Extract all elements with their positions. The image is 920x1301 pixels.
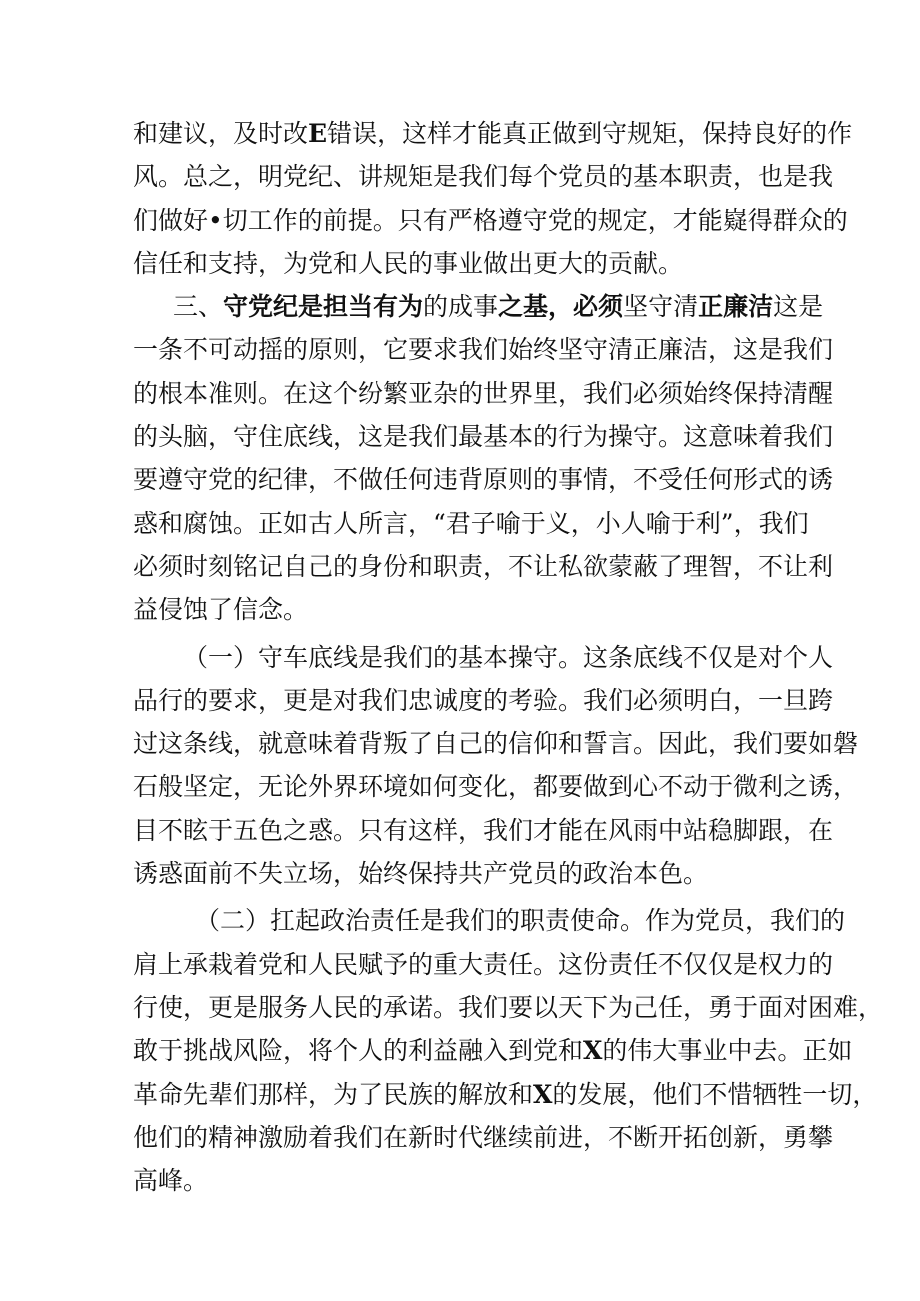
paragraph-line: 益侵蚀了信念。 (133, 595, 309, 625)
paragraph-2-section-heading (133, 285, 834, 631)
paragraph-line: 他们的精神激励着我们在新时代继续前进，不断开拓创新，勇攀 (133, 1122, 834, 1152)
paragraph-line: 敢于挑战风险，将个人的利益融入到党和X的伟大事业中去。正如 (133, 1036, 853, 1066)
section-heading-line: 三、守党纪是担当有为的成事之基，必须坚守清正廉洁这是 (173, 292, 824, 322)
paragraph-line: 风。总之，明党纪、讲规矩是我们每个党员的基本职责，也是我 (133, 162, 834, 192)
paragraph-line: 们做好•切工作的前提。只有严格遵守党的规定，才能嶷得群众的 (133, 205, 848, 235)
paragraph-line: 革命先辈们那样，为了民族的解放和X的发展，他们不惜牺牲一切， (133, 1079, 878, 1109)
paragraph-line: 过这条线，就意味着背叛了自己的信仰和誓言。因此，我们要如磐 (133, 729, 859, 759)
subsection-heading-line: （二）扛起政治责任是我们的职责使命。作为党员，我们的 (195, 906, 846, 936)
paragraph-line: 必须时刻铭记自己的身份和职责，不让私欲蒙蔽了理智，不让利 (133, 551, 834, 581)
paragraph-line: 高峰。 (133, 1166, 209, 1196)
subsection-heading-line: （一）守车底线是我们的基本操守。这条底线不仅是对个人 (183, 642, 834, 672)
document-body (133, 112, 884, 1202)
paragraph-line: 品行的要求，更是对我们忠诚度的考验。我们必须明白，一旦跨 (133, 685, 834, 715)
paragraph-line: 惑和腐蚀。正如古人所言，“君子喻于义，小人喻于利”，我们 (133, 508, 809, 538)
paragraph-line: 肩上承栽着党和人民赋予的重大责任。这份责任不仅仅是权力的 (133, 949, 834, 979)
paragraph-4-subsection-2 (133, 899, 884, 1202)
paragraph-line: 目不眩于五色之惑。只有这样，我们才能在风雨中站稳脚跟，在 (133, 815, 834, 845)
paragraph-3-subsection-1 (133, 636, 859, 896)
paragraph-line: 的头脑，守住底线，这是我们最基本的行为操守。这意味着我们 (133, 422, 834, 452)
paragraph-line: 行使，更是服务人民的承诺。我们要以天下为己任，勇于面对困难， (133, 992, 884, 1022)
paragraph-line: 石般坚定，无论外界环境如何变化，都要做到心不动于微利之诱， (133, 772, 859, 802)
paragraph-line: 和建议，及时改E错误，这样才能真正做到守规矩，保持良好的作 (133, 119, 853, 148)
paragraph-line: 一条不可动摇的原则，它要求我们始终坚守清正廉洁，这是我们 (133, 335, 834, 365)
paragraph-line: 信任和支持，为党和人民的事业做出更大的贡献。 (133, 248, 684, 278)
paragraph-line: 的根本准则。在这个纷繁亚杂的世界里，我们必须始终保持清醒 (133, 378, 834, 408)
paragraph-1 (133, 112, 853, 285)
paragraph-line: 诱惑面前不失立场，始终保持共产党员的政治本色。 (133, 859, 709, 889)
paragraph-line: 要遵守党的纪律，不做任何违背原则的事情，不受任何形式的诱 (133, 465, 834, 495)
